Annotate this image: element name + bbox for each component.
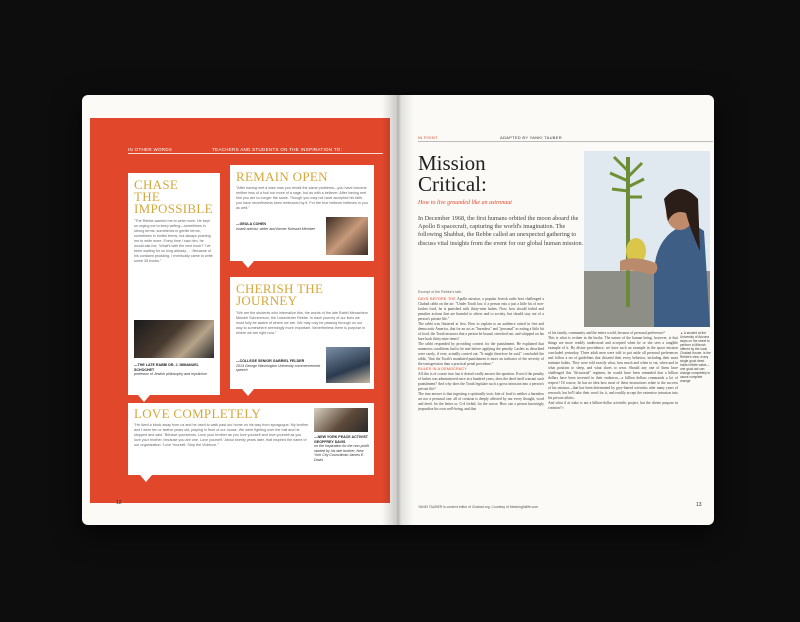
paragraph: The rabbi responded by providing context for the punishment. He explained that numerous conditions had to be met before applying the penalty. Lashes as described were rarely, if ever, actually carried out. "It might therefore be said," concluded the rabbi, "that the Torah's mandated punishment is more an indicator of the severity of the transgression than a practical penal procedure." xyxy=(418,342,544,366)
section-kicker: IN POINT xyxy=(418,135,438,140)
caption-text: A student at the University of Arizona stops on the street to perform a Mitzvah offered by the local Chabad House. Is the Rebbe's view, every single good deed holds infinite value—one good act can change completely to cause complete change xyxy=(680,331,711,383)
page-number-left: 12 xyxy=(116,500,122,506)
portrait-photo xyxy=(326,347,370,383)
kicker-rule xyxy=(128,153,383,154)
page-number-right: 13 xyxy=(696,502,702,508)
text-column-1 xyxy=(418,297,544,502)
title-line-2: Critical: xyxy=(418,172,487,196)
photo-illustration xyxy=(584,151,710,327)
title-line-1: Mission xyxy=(418,151,486,175)
card-attribution xyxy=(236,222,316,231)
portrait-photo xyxy=(134,320,214,358)
card-heading: LOVE COMPLETELY xyxy=(134,406,262,421)
quote-card-cherish xyxy=(230,277,374,389)
card-attribution xyxy=(314,435,370,463)
speech-notch xyxy=(138,395,150,402)
left-page xyxy=(82,95,398,525)
section-kicker: IN OTHER WORDS xyxy=(128,147,173,152)
attribution-name: —COLLEGE SENIOR GABRIEL FELDER xyxy=(236,359,305,363)
card-heading: REMAIN OPEN xyxy=(236,169,328,184)
attribution-role: Israeli activist, writer and former Knesset Member xyxy=(236,226,315,231)
attribution-name: —NEW YORK PEACE ACTIVIST GEOFFREY DAVIS xyxy=(314,435,368,444)
speech-notch xyxy=(242,389,254,396)
paragraph: All this is of course true, but it doesn't really answer the question. Even if the penalty of lashes was administered once in a hundred years, does the deed itself warrant such punishment? And why does the Torah legislate such a gross intrusion into a person's private life? xyxy=(418,372,544,391)
quote-card-love xyxy=(128,403,374,475)
attribution-role: on the inspiration for the non-profit started by his late brother, New York City Councilman James E. Davis xyxy=(314,444,369,462)
article-title xyxy=(418,153,487,195)
portrait-photo xyxy=(314,408,368,432)
drop-lead: DAYS BEFORE THE xyxy=(418,297,456,301)
article-intro: In December 1968, the first humans orbited the moon aboard the Apollo 8 spacecraft, capturing the world's imagination. The following Shabbat, the Rebbe called an unexpected gathering to discuss vital insights from the event for our global human mission. xyxy=(418,215,584,247)
header-rule xyxy=(418,141,713,142)
attribution-name: —GEULA COHEN xyxy=(236,222,267,226)
card-quote: "He lived a block away from us and he used to walk past our home on his way from synagogue. My brother and I were ten or twelve years old, playing in front of our house. We were fighting over the ball and he stopped and said: 'Behave yourselves. Love your brother as you love yourself and love yourself as you love your brother, because you are one. Love yourself.' About twenty years later, that inspired the name of our organization: 'Love Yourself, Stop the Violence.'" xyxy=(134,423,309,447)
quote-card-remain-open xyxy=(230,165,374,261)
card-quote: "The Rebbe wanted me to write more. He kept on urging me to keep writing—sometimes in strong terms, sometimes in gentle terms, sometimes in hurtful terms, but always pushing me to write more. Every time I saw him, he would ask me, 'What's with the next book?' I've been waiting for so long already….' Because of his constant prodding, I eventually came to write some 35 books." xyxy=(134,219,213,263)
section-subhead: RULES IN A DEMOCRACY xyxy=(418,367,468,371)
excerpt-label: Excerpt of the Rebbe's talk: xyxy=(418,290,462,294)
card-attribution xyxy=(134,363,214,377)
paragraph: Apollo mission, a popular Jewish radio host challenged a Chabad rabbi on the air: "Under Torah law, if a person eats a just a little bit of non-kosher food, he is punished with thirty-nine lashes. Now, how should forbid and penalize actions that are harmful to others and to society, but should stay out of a person's private life." xyxy=(418,297,544,321)
paragraph: And what if at stake is not a billion-dollar scientific project, but the divine purpose in creation? ▪ xyxy=(548,401,678,410)
card-quote: "After having met a wise man you revisit the same problems—you have become neither less of a fool nor more of a sage, but as with a believer. After having met him you are no longer the same. Though you may not have accepted his faith, you have nevertheless been embraced by it. For the true believer believes in you as well." xyxy=(236,186,368,210)
card-quote: "We are the students who internalize this, the words of the late Rabbi Menachem Mendel Schneerson, the Lubavitcher Rebbe. In each journey of our lives we must fully be aware of where we are. We may only be passing through on our way to somewhere seemingly more important. Nevertheless there is purpose in where we are right now." xyxy=(236,311,368,335)
quote-card-chase xyxy=(128,173,220,395)
section-kicker-sub: TEACHERS AND STUDENTS ON THE INSPIRATION TO: xyxy=(212,147,343,152)
speech-notch xyxy=(140,475,152,482)
author-footer: YANKI TAUBER is content editor of Chabad.org. Courtesy of Meaningfullife.com xyxy=(418,505,539,509)
attribution-role: 2014 George Washington University commencement speech xyxy=(236,363,321,373)
speech-notch xyxy=(242,261,254,268)
card-heading: CHERISH THE JOURNEY xyxy=(236,281,324,308)
byline: ADAPTED BY YANKI TAUBER xyxy=(500,135,562,140)
caption-marker: ▲ xyxy=(680,331,684,335)
photo-caption xyxy=(680,331,712,383)
lulav-photo xyxy=(584,151,710,327)
paragraph: of his family, community and the entire world, because of personal preference? xyxy=(548,331,665,335)
attribution-role: professor of Jewish philosophy and mysticism xyxy=(134,372,207,377)
paragraph: The rabbi was flustered at first. How to explain to an audience raised in free and democratic America, that for an act as "harmless" and "personal" as eating a little bit of food, the Torah instructs that a person be bound, stretched out, and whipped on his bare back thirty-nine times? xyxy=(418,322,544,341)
portrait-photo xyxy=(326,217,368,255)
right-page xyxy=(398,95,714,525)
text-column-2 xyxy=(548,331,678,502)
paragraph: The true answer is that ingesting a spiritually toxic bite of food is neither a harmless act nor a personal one: all of creation is deeply affected by our every thought, word and deed, for the better or, G-d forbid, for the worse. How can a person knowingly jeopardize his own well-being, and that xyxy=(418,392,544,411)
card-heading: CHASE THE IMPOSSIBLE xyxy=(134,177,213,216)
attribution-name: —THE LATE RABBI DR. J. IMMANUEL SCHOCHET xyxy=(134,363,199,372)
article-subtitle: How to live grounded like an astronaut xyxy=(418,200,512,206)
paragraph: This is what is written in the books. The nature of the human being, however, is that things are more readily understood and accepted when he or she sees a tangible example of it. By divine providence, we have such an example in the space mission concluded yesterday. Three adult men were told to put aside all personal preferences and follow a set of guidelines that dictated their every behavior, including their most intimate habits. They were told exactly what, how much and when to eat, when and in what position to sleep, and what shoes to wear. Should any one of them have challenged this "dictatorial" regimen, he would have been reminded that a billion dollars have been invested in their endeavor—a billion dollars commands a lot of respect! Of course, he has no idea how most of these instructions relate to the success of his mission—that has been determined by grey-haired scientists after many years of research; but he'll take their word for it, and readily accept the extensive intrusion into his private affairs. xyxy=(548,336,678,400)
card-attribution xyxy=(236,359,326,373)
magazine-spread xyxy=(82,95,714,525)
